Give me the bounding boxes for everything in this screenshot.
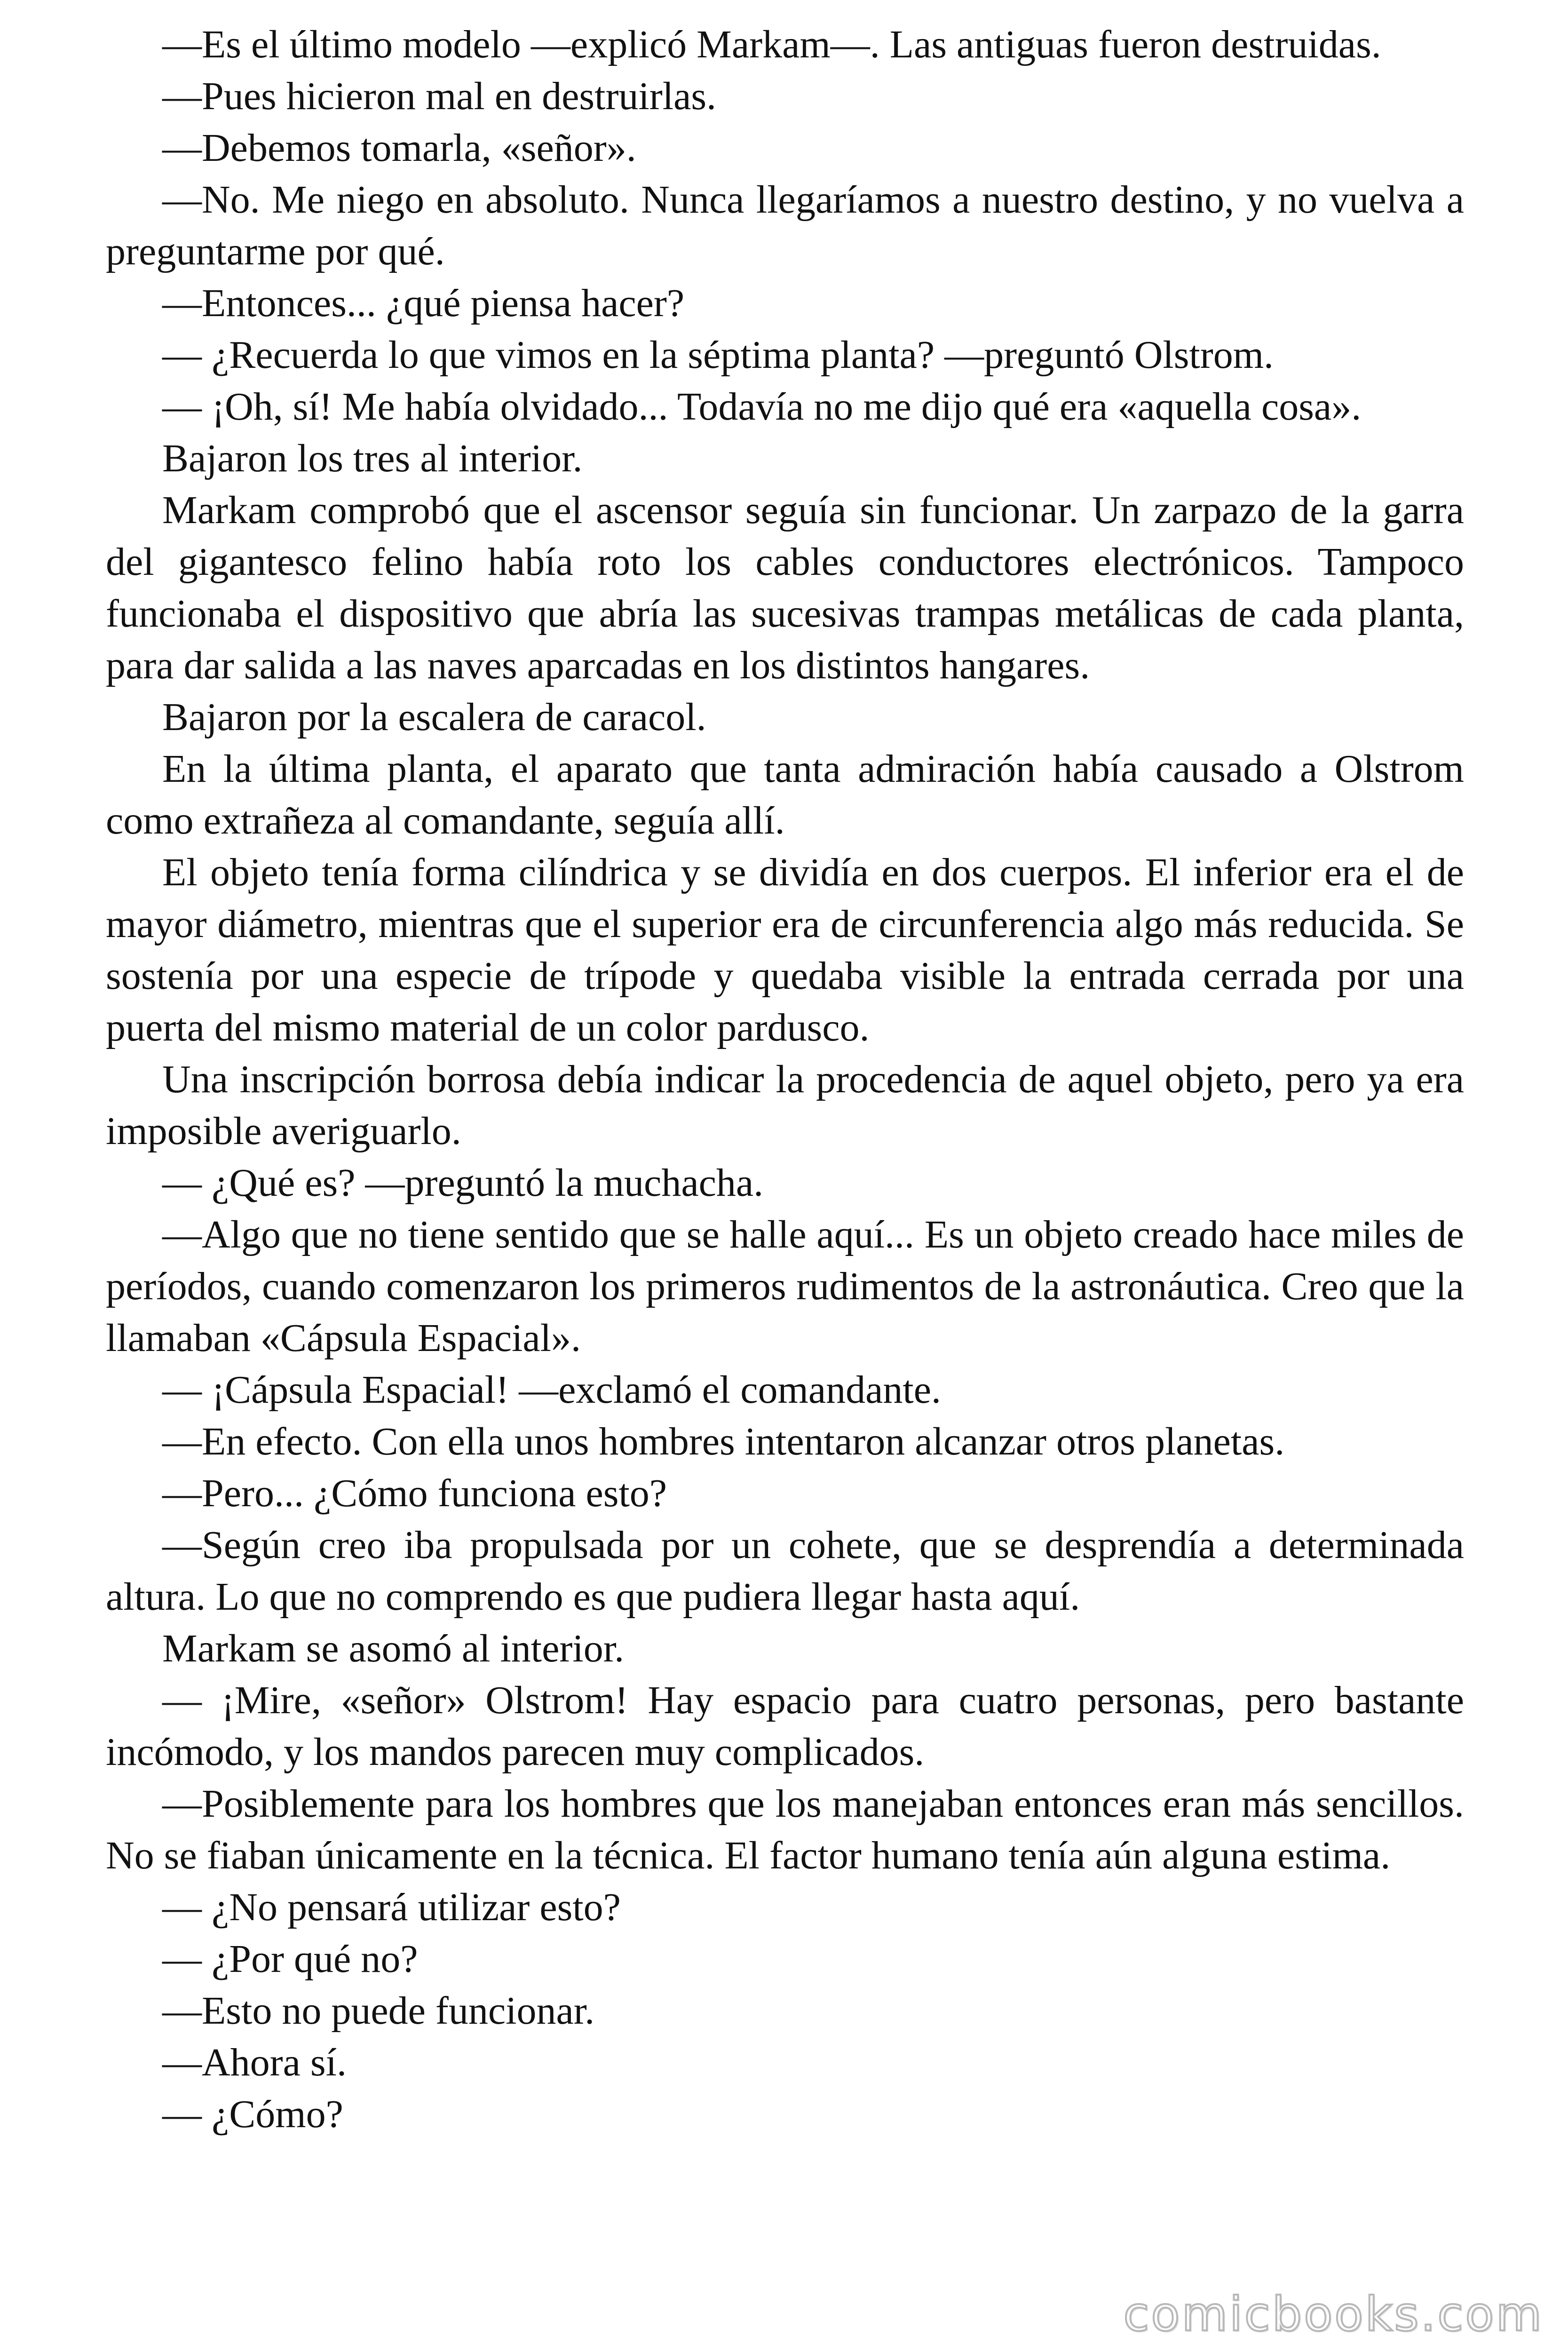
paragraph: — ¡Mire, «señor» Olstrom! Hay espacio para cuatro personas, pero bastante incómodo, y los mandos parecen muy complicados. (106, 1678, 1464, 1774)
paragraph: En la última planta, el aparato que tanta admiración había causado a Olstrom como extrañeza al comandante, seguía allí. (106, 747, 1464, 842)
paragraph: —Entonces... ¿qué piensa hacer? (162, 281, 685, 325)
paragraph: —Posiblemente para los hombres que los manejaban entonces eran más sencillos. No se fiaban únicamente en la técnica. El factor humano tenía aún alguna estima. (106, 1782, 1464, 1877)
paragraph: —Es el último modelo —explicó Markam—. Las antiguas fueron destruidas. (162, 23, 1381, 66)
paragraph: — ¿Qué es? —preguntó la muchacha. (162, 1161, 764, 1205)
paragraph: Markam comprobó que el ascensor seguía sin funcionar. Un zarpazo de la garra del gigantesco felino había roto los cables conductores electrónicos. Tampoco funcionaba el dispositivo que abría las sucesivas trampas metálicas de cada planta, para dar salida a las naves aparcadas en los distintos hangares. (106, 488, 1464, 687)
paragraph: —Ahora sí. (162, 2041, 347, 2084)
paragraph: El objeto tenía forma cilíndrica y se dividía en dos cuerpos. El inferior era el de mayor diámetro, mientras que el superior era de circunferencia algo más reducida. Se sostenía por una especie de trípode y quedaba visible la entrada cerrada por una puerta del mismo material de un color pardusco. (106, 850, 1464, 1049)
paragraph: — ¿Por qué no? (162, 1937, 418, 1981)
paragraph: — ¿Cómo? (162, 2092, 343, 2136)
paragraph: — ¿Recuerda lo que vimos en la séptima planta? —preguntó Olstrom. (162, 333, 1274, 377)
paragraph: —Algo que no tiene sentido que se halle aquí... Es un objeto creado hace miles de períodos, cuando comenzaron los primeros rudimentos de la astronáutica. Creo que la llamaban «Cápsula Espacial». (106, 1213, 1464, 1360)
paragraph: —No. Me niego en absoluto. Nunca llegaríamos a nuestro destino, y no vuelva a preguntarme por qué. (106, 178, 1464, 273)
paragraph: Una inscripción borrosa debía indicar la procedencia de aquel objeto, pero ya era imposible averiguarlo. (106, 1057, 1464, 1153)
paragraph: — ¡Cápsula Espacial! —exclamó el comandante. (162, 1368, 942, 1412)
paragraph: — ¡Oh, sí! Me había olvidado... Todavía no me dijo qué era «aquella cosa». (162, 385, 1362, 429)
paragraph: —Debemos tomarla, «señor». (162, 126, 636, 170)
paragraph: —Pues hicieron mal en destruirlas. (162, 74, 717, 118)
paragraph: —En efecto. Con ella unos hombres intentaron alcanzar otros planetas. (162, 1420, 1285, 1463)
paragraph: —Pero... ¿Cómo funciona esto? (162, 1471, 667, 1515)
paragraph: Bajaron los tres al interior. (162, 437, 583, 480)
paragraph: Markam se asomó al interior. (162, 1627, 625, 1670)
paragraph: —Según creo iba propulsada por un cohete, que se desprendía a determinada altura. Lo que no comprendo es que pudiera llegar hasta aquí. (106, 1523, 1464, 1619)
book-page (106, 19, 1464, 2140)
watermark: comicbooks.com (1123, 2287, 1544, 2342)
paragraph: —Esto no puede funcionar. (162, 1989, 595, 2033)
paragraph: Bajaron por la escalera de caracol. (162, 695, 706, 739)
paragraph: — ¿No pensará utilizar esto? (162, 1885, 621, 1929)
